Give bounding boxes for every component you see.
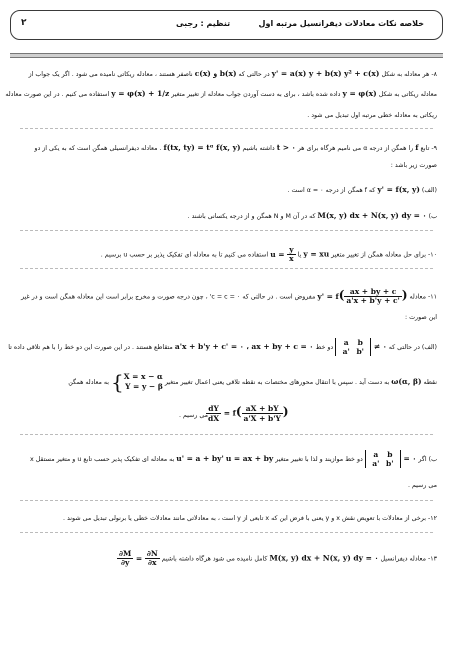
item-11-alef: (الف) در حالتی که a b a' b' ≠ ۰ دو خط a'x + b'y + c' = ۰ ، ax + by + c = ۰ متقاطع هستند . در این صورت این دو خط را با هم تلاقی داده تا — [8, 338, 437, 356]
separator — [20, 532, 433, 533]
item-10: ١٠- برای حل معادله همگن از تغییر متغیر y = xu یا u = $\frac{y}{x}$ استفاده می کنیم تا به معادله ای تفکیک پذیر بر حسب u برسیم . — [100, 245, 437, 263]
item-11-line-3: نقطه ω(α, β) به دست آید . سپس با انتقال محورهای مختصات به نقطه تلاقی یعنی اعمال تغییر متغیر {X = x − α Y = y − β به معادله همگن — [68, 370, 437, 394]
item-13: ١٣- معادله دیفرانسیل M(x, y) dx + N(x, y) dy = ۰ کامل نامیده می شود هرگاه داشته باشیم $\frac{\partial M}{\partial y}$ = $\frac{\partial N}{\partial x}$ — [118, 549, 437, 567]
separator — [20, 268, 433, 269]
separator — [20, 500, 433, 501]
item-8-line-3: ریکاتی به معادله خطی مرتبه اول تبدیل می شود . — [307, 112, 437, 119]
item-9-alef: (الف) y' = f(x, y) که f همگن از درجه ۰ = α است . — [287, 185, 437, 194]
page-header — [10, 10, 443, 40]
item-8-line-2: معادله ریکاتی به شکل y = φ(x) داده شده باشد ، برای به دست آوردن جواب معادله از تغییر متغیر y = φ(x) + 1/z استفاده می کنیم . در این صورت معادله — [5, 89, 437, 98]
document-page — [5, 10, 443, 635]
header-author: تنظیم : رجبی — [176, 19, 231, 28]
header-rule — [10, 53, 443, 58]
item-9-be: ب) M(x, y) dx + N(x, y) dy = ۰ که در آن M و N همگن و از درجه یکسانی باشند . — [187, 211, 437, 220]
item-8-line-1: ٨- هر معادله به شکل y' = a(x) y + b(x) y² + c(x) در حالتی که c(x) و b(x) ناصفر هستند ، معادله ریکاتی نامیده می شود . اگر یک جواب از — [28, 69, 437, 78]
page-number: ۲ — [21, 18, 27, 28]
homogeneous-equation: $\frac{dY}{dX}$ = f( $\frac{aX + bY}{a'X + b'Y}$ ) — [208, 404, 289, 423]
header-title: خلاصه نکات معادلات دیفرانسیل مرتبه اول — [258, 19, 424, 28]
item-9-line-1: ٩- تابع f را همگن از درجه α می نامیم هرگاه برای هر t > ۰ داشته باشیم f(tx, ty) = tᵅ f(x, y) . معادله دیفرانسیلی همگن است که به یکی از دو — [34, 143, 437, 152]
separator — [20, 230, 433, 231]
item-11-line-1: ١١- معادله y' = f( $\frac{ax + by + c}{a'x + b'y + c'}$ ) مفروض است . در حالتی که ۰ = c = c' ، چون درجه صورت و مخرج برابر است این معادله همگن است و در غیر — [21, 287, 437, 305]
item-11-line-4: می رسیم . — [178, 412, 208, 419]
separator — [20, 434, 433, 435]
item-12: ١٢- برخی از معادلات با تعویض نقش x و y یعنی با فرض این که x تابعی از y است ، به معادلاتی مانند معادلات خطی یا برنولی تبدیل می شوند . — [63, 515, 437, 522]
item-11-line-2: این صورت : — [405, 314, 437, 321]
item-9-line-2: صورت زیر باشد : — [390, 162, 437, 169]
item-11-be: ب) اگر a b a' b' = ۰ دو خط موازیند و لذا با تغییر متغیر u' = a + by' u = ax + by به معادله ای تفکیک پذیر حسب تابع u و متغیر مستقل x — [30, 450, 437, 468]
item-11-be-line-2: می رسیم . — [407, 482, 437, 489]
separator — [20, 128, 433, 129]
